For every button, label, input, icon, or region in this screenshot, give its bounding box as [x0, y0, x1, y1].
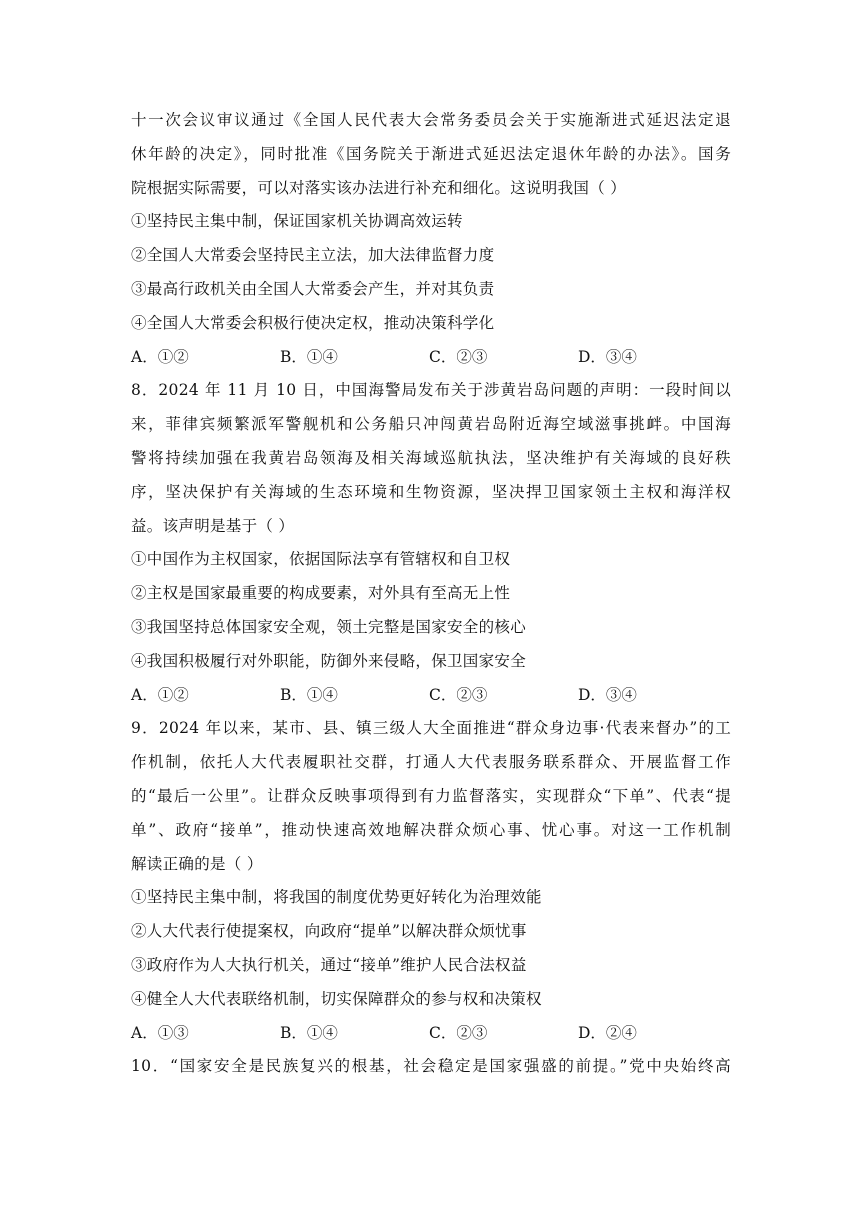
question-9: [131, 712, 731, 1050]
question-8: [131, 374, 731, 712]
option-d[interactable]: D．③④: [578, 685, 637, 704]
statement-2: ②人大代表行使提案权，向政府“提单”以解决群众烦忧事: [131, 922, 527, 941]
statement-3: ③最高行政机关由全国人大常委会产生，并对其负责: [131, 279, 495, 298]
option-c[interactable]: C．②③: [429, 347, 488, 366]
answer-options: [131, 1017, 731, 1051]
question-stem-line: 来，菲律宾频繁派军警舰机和公务船只冲闯黄岩岛附近海空域滋事挑衅。中国海: [131, 415, 731, 434]
exam-page: [131, 104, 731, 1084]
statement-1: ①坚持民主集中制，将我国的制度优势更好转化为治理效能: [131, 888, 542, 907]
option-b[interactable]: B．①④: [280, 347, 338, 366]
question-stem-line: 益。该声明是基于（ ）: [131, 516, 295, 535]
option-a[interactable]: A．①②: [131, 685, 189, 704]
statement-3: ③我国坚持总体国家安全观，领土完整是国家安全的核心: [131, 617, 527, 636]
option-b[interactable]: B．①④: [280, 1023, 338, 1042]
option-c[interactable]: C．②③: [429, 1023, 488, 1042]
question-10: [131, 1050, 731, 1084]
question-stem-line: 十一次会议审议通过《全国人民代表大会常务委员会关于实施渐进式延迟法定退: [131, 111, 731, 129]
option-a[interactable]: A．①③: [131, 1023, 189, 1042]
question-stem-line: 序，坚决保护有关海域的生态环境和生物资源，坚决捍卫国家领土主权和海洋权: [131, 482, 731, 501]
statement-1: ①中国作为主权国家，依据国际法享有管辖权和自卫权: [131, 550, 511, 569]
statement-4: ④全国人大常委会积极行使决定权，推动决策科学化: [131, 313, 495, 332]
option-b[interactable]: B．①④: [280, 685, 338, 704]
question-stem-line: 警将持续加强在我黄岩岛领海及相关海域巡航执法，坚决维护有关海域的良好秩: [131, 448, 731, 467]
question-stem-line: 休年龄的决定》，同时批准《国务院关于渐进式延迟法定退休年龄的办法》。国务: [131, 144, 731, 163]
question-7: [131, 104, 731, 374]
statement-1: ①坚持民主集中制，保证国家机关协调高效运转: [131, 212, 463, 231]
statement-4: ④健全人大代表联络机制，切实保障群众的参与权和决策权: [131, 989, 542, 1008]
answer-options: [131, 341, 731, 375]
statement-4: ④我国积极履行对外职能，防御外来侵略，保卫国家安全: [131, 651, 527, 670]
statement-2: ②主权是国家最重要的构成要素，对外具有至高无上性: [131, 584, 511, 603]
question-stem-line: 作机制，依托人大代表履职社交群，打通人大代表服务联系群众、开展监督工作: [131, 753, 731, 772]
option-a[interactable]: A．①②: [131, 347, 189, 366]
question-stem-line: 9．2024 年以来，某市、县、镇三级人大全面推进“群众身边事·代表来督办”的工: [131, 719, 731, 738]
answer-options: [131, 679, 731, 713]
question-stem-line: 单”、政府“接单”，推动快速高效地解决群众烦心事、忧心事。对这一工作机制: [131, 820, 731, 839]
question-stem-line: 院根据实际需要，可以对落实该办法进行补充和细化。这说明我国（ ）: [131, 178, 627, 197]
statement-2: ②全国人大常委会坚持民主立法，加大法律监督力度: [131, 246, 495, 265]
option-d[interactable]: D．③④: [578, 347, 637, 366]
statement-3: ③政府作为人大执行机关，通过“接单”维护人民合法权益: [131, 955, 527, 974]
question-stem-line: 解读正确的是（ ）: [131, 854, 263, 873]
option-c[interactable]: C．②③: [429, 685, 488, 704]
question-stem-line: 的“最后一公里”。让群众反映事项得到有力监督落实，实现群众“下单”、代表“提: [131, 786, 731, 805]
question-stem-line: 8．2024 年 11 月 10 日，中国海警局发布关于涉黄岩岛问题的声明：一段时间以: [131, 381, 731, 400]
option-d[interactable]: D．②④: [578, 1023, 637, 1042]
question-stem-line: 10．“国家安全是民族复兴的根基，社会稳定是国家强盛的前提。”党中央始终高: [131, 1057, 731, 1076]
